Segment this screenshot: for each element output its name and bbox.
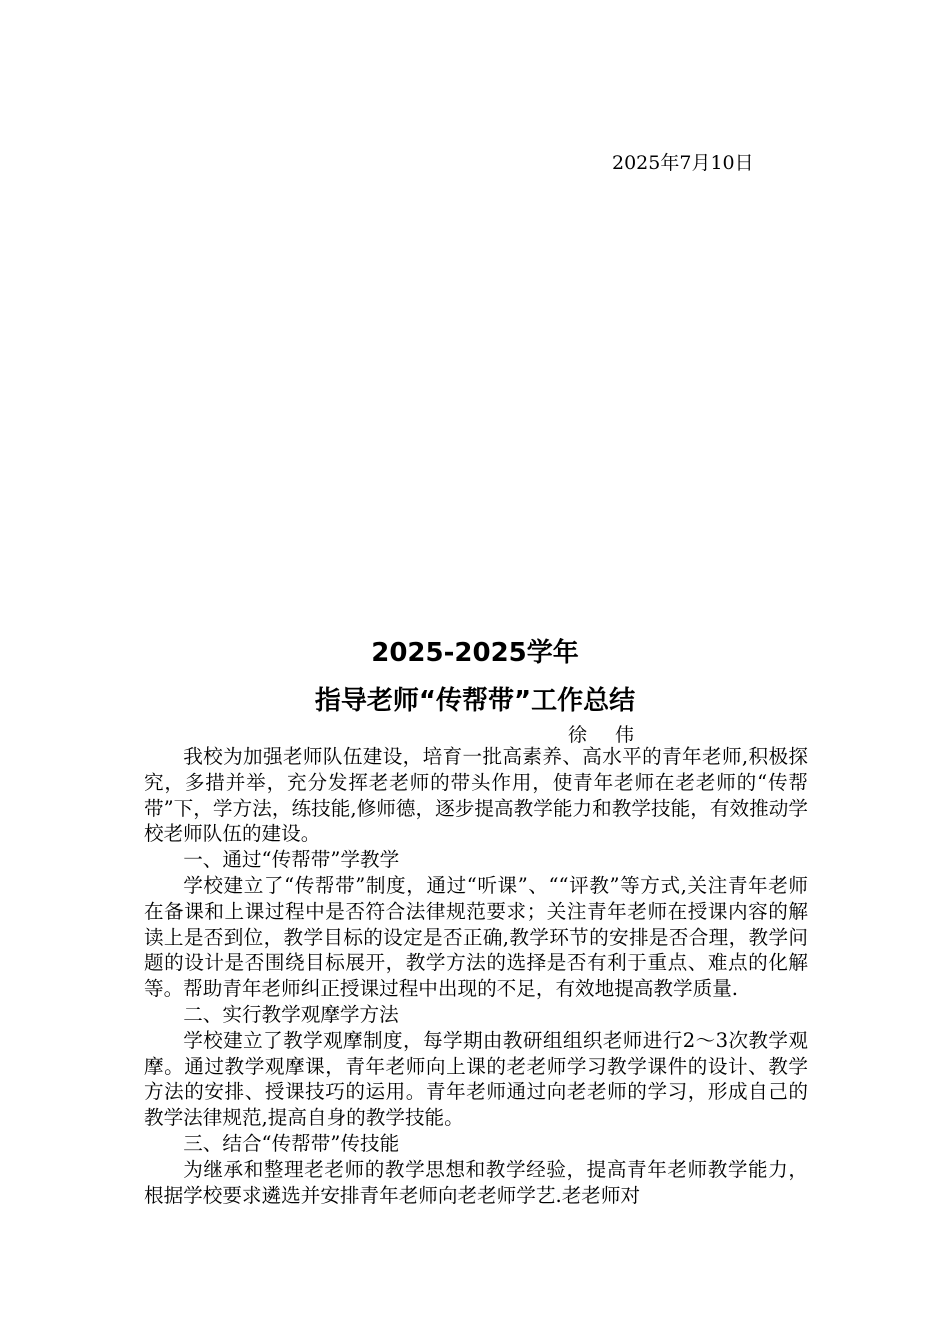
paragraph-section-2: 学校建立了教学观摩制度，每学期由教研组组织老师进行2～3次教学观摩。通过教学观摩课，青年老师向上课的老老师学习教学课件的设计、教学方法的安排、授课技巧的运用。青年老师通过向老老师的学习，形成自己的教学法律规范,提高自身的教学技能。 (144, 1028, 808, 1130)
document-title-year: 2025-2025学年 (371, 638, 579, 668)
author-name: 徐伟 (568, 724, 663, 746)
paragraph-section-3: 为继承和整理老老师的教学思想和教学经验，提高青年老师教学能力，根据学校要求遴选并安排青年老师向老老师学艺.老老师对 (144, 1157, 808, 1207)
section-heading-1: 一、通过“传帮带”学教学 (183, 848, 400, 872)
document-body (144, 744, 808, 1208)
section-heading-3: 三、结合“传帮带”传技能 (183, 1131, 400, 1155)
section-heading-2: 二、实行教学观摩学方法 (183, 1002, 399, 1026)
paragraph-section-1: 学校建立了“传帮带”制度，通过“听课”、““评教”等方式,关注青年老师在备课和上课过程中是否符合法律规范要求；关注青年老师在授课内容的解读上是否到位，教学目标的设定是否正确,教学环节的安排是否合理，教学问题的设计是否围绕目标展开，教学方法的选择是否有利于重点、难点的化解等。帮助青年老师纠正授课过程中出现的不足，有效地提高教学质量. (144, 873, 808, 1001)
document-date: 2025年7月10日 (612, 152, 754, 174)
document-title: 指导老师“传帮带”工作总结 (314, 686, 636, 716)
paragraph-intro: 我校为加强老师队伍建设，培育一批高素养、高水平的青年老师,积极探究，多措并举，充分发挥老老师的带头作用，使青年老师在老老师的“传帮带”下，学方法，练技能,修师德，逐步提高教学能力和教学技能，有效推动学校老师队伍的建设。 (144, 745, 808, 846)
